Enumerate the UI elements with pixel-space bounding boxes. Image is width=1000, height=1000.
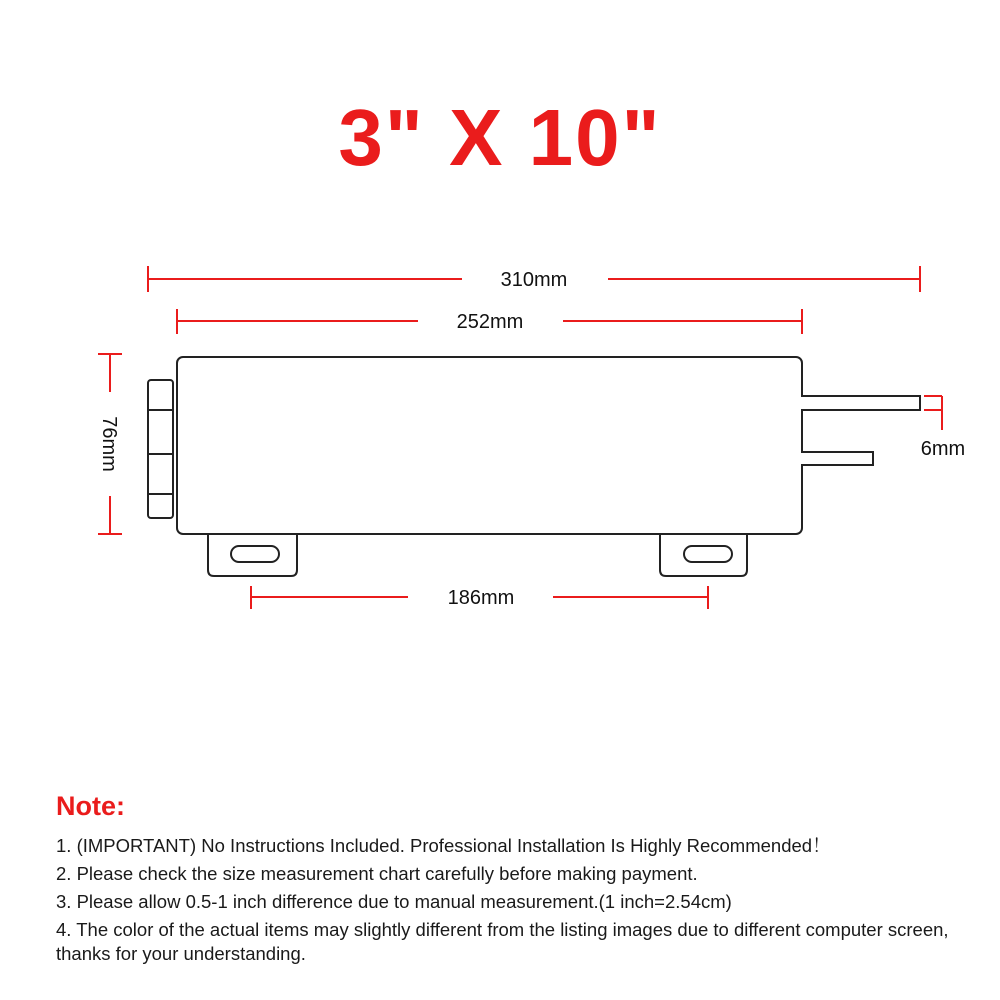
- cooler-body: [177, 357, 802, 534]
- height-dimension: [98, 354, 122, 534]
- mounting-tab-right: [660, 534, 747, 576]
- mount-spacing-label: 186mm: [447, 587, 515, 609]
- lower-pipe: [801, 452, 873, 465]
- fitting-pipes: [801, 396, 920, 465]
- note-item: 3. Please allow 0.5-1 inch difference due to manual measurement.(1 inch=2.54cm): [56, 891, 732, 912]
- upper-pipe: [801, 396, 920, 410]
- note-list: [56, 834, 976, 966]
- end-cap: [148, 380, 173, 518]
- pipe-diameter-label: 6mm: [920, 438, 966, 460]
- mount-spacing-dimension: [251, 586, 708, 609]
- mounting-slot-right: [684, 546, 732, 562]
- overall-length-label: 310mm: [500, 269, 568, 291]
- body-length-label: 252mm: [456, 311, 524, 333]
- size-title: 3" X 10": [338, 93, 662, 182]
- end-cap-body: [148, 380, 173, 518]
- note-item: 4. The color of the actual items may slightly different from the listing images due to different computer screen, thanks for your understanding.: [56, 919, 949, 964]
- note-item: 2. Please check the size measurement chart carefully before making payment.: [56, 863, 698, 884]
- note-item: 1. (IMPORTANT) No Instructions Included. Professional Installation Is Highly Recommended！: [56, 835, 831, 856]
- pipe-diameter-dimension: [921, 396, 965, 460]
- body-length-dimension: [177, 309, 802, 334]
- overall-length-dimension: [148, 266, 920, 292]
- note-heading: Note:: [56, 791, 125, 821]
- note-section: [56, 788, 976, 970]
- mounting-tab-left: [208, 534, 297, 576]
- mounting-slot-left: [231, 546, 279, 562]
- height-label: 76mm: [98, 416, 120, 472]
